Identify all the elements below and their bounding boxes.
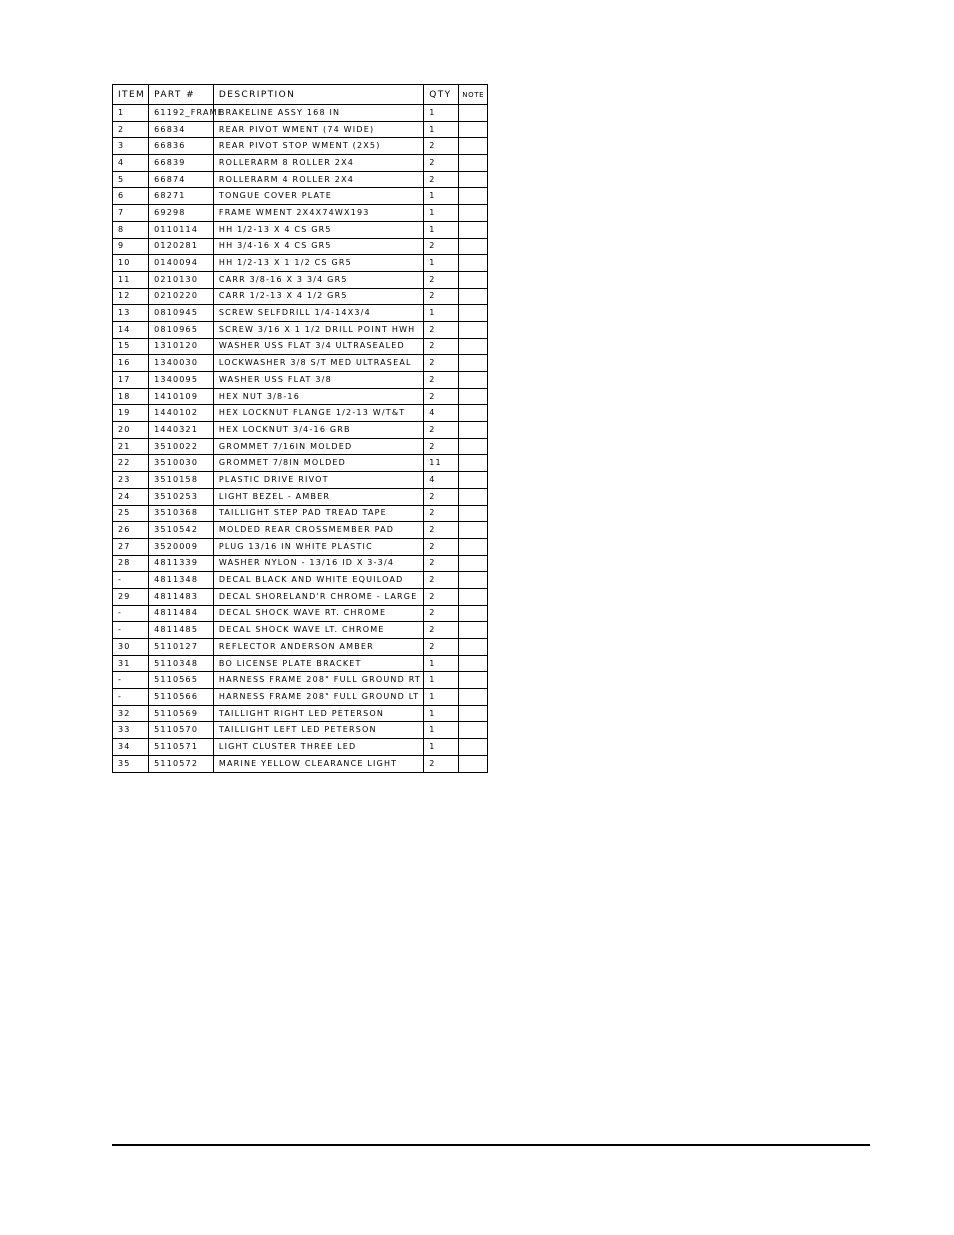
cell-qty: 4: [424, 405, 459, 422]
cell-qty: 1: [424, 121, 459, 138]
table-row: [113, 355, 488, 372]
cell-item: 28: [113, 555, 149, 572]
cell-part-number: 3510022: [149, 438, 214, 455]
cell-part-number: 4811484: [149, 605, 214, 622]
table-row: [113, 188, 488, 205]
cell-qty: 1: [424, 722, 459, 739]
cell-note: [459, 171, 488, 188]
cell-note: [459, 221, 488, 238]
cell-item: -: [113, 622, 149, 639]
cell-item: 14: [113, 321, 149, 338]
cell-item: 5: [113, 171, 149, 188]
cell-item: 17: [113, 372, 149, 389]
cell-item: -: [113, 572, 149, 589]
cell-part-number: 0210130: [149, 271, 214, 288]
table-row: [113, 105, 488, 122]
cell-qty: 2: [424, 639, 459, 656]
cell-item: 21: [113, 438, 149, 455]
table-row: [113, 639, 488, 656]
cell-note: [459, 372, 488, 389]
cell-note: [459, 689, 488, 706]
cell-description: LOCKWASHER 3/8 S/T MED ULTRASEAL: [213, 355, 423, 372]
table-body: [113, 105, 488, 773]
cell-qty: 2: [424, 171, 459, 188]
cell-item: 11: [113, 271, 149, 288]
cell-note: [459, 655, 488, 672]
cell-qty: 2: [424, 538, 459, 555]
table-row: [113, 438, 488, 455]
cell-item: 18: [113, 388, 149, 405]
cell-item: 10: [113, 255, 149, 272]
cell-note: [459, 455, 488, 472]
cell-note: [459, 438, 488, 455]
cell-description: TONGUE COVER PLATE: [213, 188, 423, 205]
cell-qty: 1: [424, 705, 459, 722]
table-row: [113, 739, 488, 756]
cell-item: 8: [113, 221, 149, 238]
cell-item: 19: [113, 405, 149, 422]
cell-part-number: 66874: [149, 171, 214, 188]
table-row: [113, 422, 488, 439]
header-item: ITEM: [113, 85, 149, 105]
cell-part-number: 66834: [149, 121, 214, 138]
cell-description: PLUG 13/16 IN WHITE PLASTIC: [213, 538, 423, 555]
table-row: [113, 655, 488, 672]
cell-part-number: 5110127: [149, 639, 214, 656]
table-row: [113, 271, 488, 288]
cell-note: [459, 755, 488, 772]
cell-qty: 1: [424, 188, 459, 205]
cell-qty: 1: [424, 221, 459, 238]
cell-note: [459, 422, 488, 439]
footer-rule: [112, 1144, 870, 1146]
cell-part-number: 1440102: [149, 405, 214, 422]
cell-item: 9: [113, 238, 149, 255]
table-row: [113, 538, 488, 555]
cell-part-number: 3520009: [149, 538, 214, 555]
cell-note: [459, 121, 488, 138]
table-row: [113, 689, 488, 706]
cell-description: REAR PIVOT STOP WMENT (2X5): [213, 138, 423, 155]
table-row: [113, 388, 488, 405]
cell-note: [459, 188, 488, 205]
cell-description: TAILLIGHT STEP PAD TREAD TAPE: [213, 505, 423, 522]
cell-qty: 1: [424, 255, 459, 272]
cell-item: 30: [113, 639, 149, 656]
cell-qty: 2: [424, 138, 459, 155]
table-row: [113, 372, 488, 389]
cell-item: -: [113, 605, 149, 622]
cell-qty: 11: [424, 455, 459, 472]
table-row: [113, 455, 488, 472]
cell-item: 7: [113, 205, 149, 222]
table-row: [113, 755, 488, 772]
cell-description: FRAME WMENT 2X4X74WX193: [213, 205, 423, 222]
cell-description: SCREW 3/16 X 1 1/2 DRILL POINT HWH: [213, 321, 423, 338]
cell-part-number: 0810965: [149, 321, 214, 338]
cell-note: [459, 271, 488, 288]
table-row: [113, 138, 488, 155]
cell-qty: 2: [424, 488, 459, 505]
cell-description: GROMMET 7/8IN MOLDED: [213, 455, 423, 472]
cell-qty: 2: [424, 372, 459, 389]
cell-qty: 1: [424, 689, 459, 706]
cell-part-number: 1310120: [149, 338, 214, 355]
cell-part-number: 0120281: [149, 238, 214, 255]
table-row: [113, 555, 488, 572]
cell-item: 3: [113, 138, 149, 155]
cell-note: [459, 522, 488, 539]
cell-qty: 4: [424, 472, 459, 489]
cell-item: 27: [113, 538, 149, 555]
cell-item: 35: [113, 755, 149, 772]
cell-note: [459, 255, 488, 272]
cell-qty: 1: [424, 305, 459, 322]
cell-part-number: 68271: [149, 188, 214, 205]
cell-description: HH 1/2-13 X 4 CS GR5: [213, 221, 423, 238]
table-row: [113, 672, 488, 689]
cell-description: BO LICENSE PLATE BRACKET: [213, 655, 423, 672]
cell-note: [459, 705, 488, 722]
cell-description: WASHER NYLON - 13/16 ID X 3-3/4: [213, 555, 423, 572]
cell-description: DECAL SHOCK WAVE LT. CHROME: [213, 622, 423, 639]
header-qty: QTY: [424, 85, 459, 105]
table-row: [113, 255, 488, 272]
cell-note: [459, 672, 488, 689]
cell-item: -: [113, 672, 149, 689]
cell-item: 12: [113, 288, 149, 305]
cell-description: BRAKELINE ASSY 168 IN: [213, 105, 423, 122]
cell-qty: 2: [424, 755, 459, 772]
table-row: [113, 405, 488, 422]
cell-item: 20: [113, 422, 149, 439]
cell-part-number: 66836: [149, 138, 214, 155]
cell-part-number: 4811483: [149, 588, 214, 605]
cell-note: [459, 205, 488, 222]
header-part-number: PART #: [149, 85, 214, 105]
cell-qty: 2: [424, 555, 459, 572]
cell-description: WASHER USS FLAT 3/4 ULTRASEALED: [213, 338, 423, 355]
cell-qty: 2: [424, 505, 459, 522]
cell-part-number: 3510158: [149, 472, 214, 489]
cell-note: [459, 305, 488, 322]
cell-part-number: 5110571: [149, 739, 214, 756]
table-row: [113, 338, 488, 355]
cell-part-number: 5110565: [149, 672, 214, 689]
cell-item: 25: [113, 505, 149, 522]
cell-note: [459, 622, 488, 639]
cell-part-number: 4811485: [149, 622, 214, 639]
table-row: [113, 605, 488, 622]
cell-qty: 2: [424, 422, 459, 439]
cell-qty: 2: [424, 238, 459, 255]
table-row: [113, 505, 488, 522]
table-header-row: [113, 85, 488, 105]
cell-note: [459, 388, 488, 405]
cell-part-number: 66839: [149, 155, 214, 172]
cell-description: MARINE YELLOW CLEARANCE LIGHT: [213, 755, 423, 772]
cell-qty: 2: [424, 588, 459, 605]
cell-qty: 2: [424, 605, 459, 622]
cell-description: PLASTIC DRIVE RIVOT: [213, 472, 423, 489]
cell-description: GROMMET 7/16IN MOLDED: [213, 438, 423, 455]
cell-description: TAILLIGHT RIGHT LED PETERSON: [213, 705, 423, 722]
cell-part-number: 3510368: [149, 505, 214, 522]
cell-note: [459, 639, 488, 656]
cell-description: HEX NUT 3/8-16: [213, 388, 423, 405]
table-row: [113, 288, 488, 305]
cell-item: 22: [113, 455, 149, 472]
table-row: [113, 121, 488, 138]
table-row: [113, 238, 488, 255]
cell-item: 15: [113, 338, 149, 355]
table-row: [113, 572, 488, 589]
cell-qty: 2: [424, 522, 459, 539]
cell-qty: 2: [424, 622, 459, 639]
cell-description: DECAL BLACK AND WHITE EQUILOAD: [213, 572, 423, 589]
cell-part-number: 1340030: [149, 355, 214, 372]
cell-item: 6: [113, 188, 149, 205]
cell-qty: 2: [424, 388, 459, 405]
cell-qty: 1: [424, 739, 459, 756]
table-row: [113, 155, 488, 172]
cell-qty: 2: [424, 321, 459, 338]
cell-qty: 1: [424, 655, 459, 672]
cell-part-number: 0810945: [149, 305, 214, 322]
cell-description: ROLLERARM 8 ROLLER 2X4: [213, 155, 423, 172]
cell-qty: 2: [424, 155, 459, 172]
cell-description: HEX LOCKNUT FLANGE 1/2-13 W/T&T: [213, 405, 423, 422]
cell-part-number: 61192_FRAME: [149, 105, 214, 122]
cell-part-number: 4811339: [149, 555, 214, 572]
cell-part-number: 1340095: [149, 372, 214, 389]
parts-list-table: [112, 84, 488, 773]
cell-description: ROLLERARM 4 ROLLER 2X4: [213, 171, 423, 188]
cell-part-number: 5110348: [149, 655, 214, 672]
cell-qty: 2: [424, 572, 459, 589]
table-row: [113, 221, 488, 238]
cell-qty: 2: [424, 338, 459, 355]
cell-note: [459, 338, 488, 355]
cell-description: MOLDED REAR CROSSMEMBER PAD: [213, 522, 423, 539]
cell-note: [459, 105, 488, 122]
cell-qty: 2: [424, 271, 459, 288]
cell-description: HH 3/4-16 X 4 CS GR5: [213, 238, 423, 255]
table-row: [113, 705, 488, 722]
cell-qty: 1: [424, 672, 459, 689]
cell-item: 32: [113, 705, 149, 722]
cell-item: 24: [113, 488, 149, 505]
cell-description: HARNESS FRAME 208" FULL GROUND LT: [213, 689, 423, 706]
cell-note: [459, 572, 488, 589]
table-row: [113, 622, 488, 639]
cell-note: [459, 538, 488, 555]
cell-note: [459, 321, 488, 338]
cell-description: HEX LOCKNUT 3/4-16 GRB: [213, 422, 423, 439]
cell-item: 34: [113, 739, 149, 756]
cell-item: 2: [113, 121, 149, 138]
cell-part-number: 3510030: [149, 455, 214, 472]
cell-part-number: 0110114: [149, 221, 214, 238]
cell-part-number: 3510542: [149, 522, 214, 539]
table-row: [113, 588, 488, 605]
cell-note: [459, 138, 488, 155]
cell-note: [459, 405, 488, 422]
cell-description: TAILLIGHT LEFT LED PETERSON: [213, 722, 423, 739]
cell-note: [459, 555, 488, 572]
cell-part-number: 0210220: [149, 288, 214, 305]
cell-item: -: [113, 689, 149, 706]
cell-part-number: 5110566: [149, 689, 214, 706]
cell-part-number: 1440321: [149, 422, 214, 439]
cell-part-number: 5110569: [149, 705, 214, 722]
cell-part-number: 5110572: [149, 755, 214, 772]
cell-item: 4: [113, 155, 149, 172]
table-row: [113, 205, 488, 222]
cell-description: DECAL SHOCK WAVE RT. CHROME: [213, 605, 423, 622]
header-description: DESCRIPTION: [213, 85, 423, 105]
table-row: [113, 171, 488, 188]
cell-description: HH 1/2-13 X 1 1/2 CS GR5: [213, 255, 423, 272]
cell-item: 31: [113, 655, 149, 672]
cell-part-number: 3510253: [149, 488, 214, 505]
cell-note: [459, 472, 488, 489]
cell-part-number: 0140094: [149, 255, 214, 272]
cell-note: [459, 238, 488, 255]
cell-item: 1: [113, 105, 149, 122]
cell-description: HARNESS FRAME 208" FULL GROUND RT: [213, 672, 423, 689]
cell-description: REAR PIVOT WMENT (74 WIDE): [213, 121, 423, 138]
cell-description: WASHER USS FLAT 3/8: [213, 372, 423, 389]
cell-note: [459, 588, 488, 605]
table-row: [113, 488, 488, 505]
cell-note: [459, 288, 488, 305]
cell-note: [459, 739, 488, 756]
cell-item: 29: [113, 588, 149, 605]
cell-item: 26: [113, 522, 149, 539]
cell-note: [459, 355, 488, 372]
cell-description: SCREW SELFDRILL 1/4-14X3/4: [213, 305, 423, 322]
cell-note: [459, 488, 488, 505]
cell-part-number: 5110570: [149, 722, 214, 739]
cell-qty: 2: [424, 355, 459, 372]
table-row: [113, 305, 488, 322]
cell-description: DECAL SHORELAND'R CHROME - LARGE: [213, 588, 423, 605]
cell-qty: 1: [424, 205, 459, 222]
cell-note: [459, 505, 488, 522]
cell-description: LIGHT BEZEL - AMBER: [213, 488, 423, 505]
cell-item: 16: [113, 355, 149, 372]
cell-note: [459, 605, 488, 622]
cell-part-number: 4811348: [149, 572, 214, 589]
cell-part-number: 69298: [149, 205, 214, 222]
header-note: NOTE: [459, 85, 488, 105]
cell-item: 23: [113, 472, 149, 489]
cell-note: [459, 155, 488, 172]
cell-description: REFLECTOR ANDERSON AMBER: [213, 639, 423, 656]
table-row: [113, 522, 488, 539]
cell-qty: 2: [424, 288, 459, 305]
table-row: [113, 321, 488, 338]
cell-note: [459, 722, 488, 739]
cell-qty: 2: [424, 438, 459, 455]
table-row: [113, 722, 488, 739]
cell-description: LIGHT CLUSTER THREE LED: [213, 739, 423, 756]
cell-qty: 1: [424, 105, 459, 122]
cell-description: CARR 1/2-13 X 4 1/2 GR5: [213, 288, 423, 305]
cell-description: CARR 3/8-16 X 3 3/4 GR5: [213, 271, 423, 288]
cell-item: 33: [113, 722, 149, 739]
cell-part-number: 1410109: [149, 388, 214, 405]
cell-item: 13: [113, 305, 149, 322]
table-row: [113, 472, 488, 489]
